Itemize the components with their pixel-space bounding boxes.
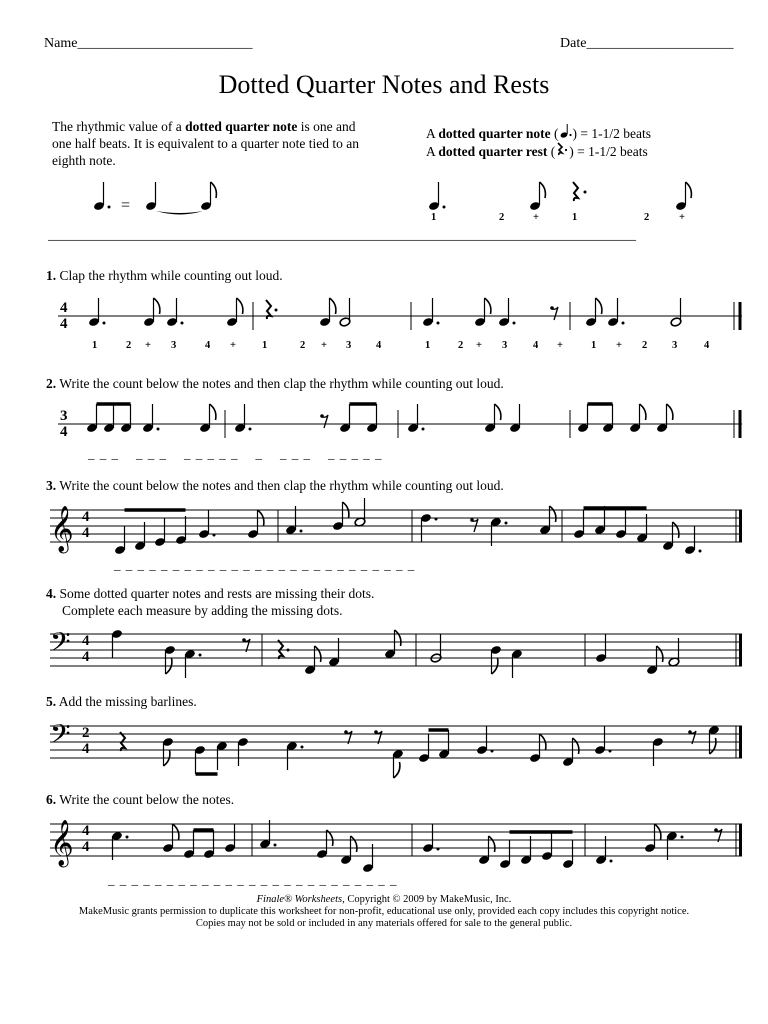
question-text: Write the count below the notes and then clap the rhythm while counting out loud. <box>59 376 504 391</box>
eighth-note <box>484 404 501 433</box>
eighth-note <box>332 502 349 531</box>
time-sig-top: 3 <box>60 408 68 424</box>
quarter-note <box>183 830 195 859</box>
name-blank: _________________________ <box>77 36 253 51</box>
half-note <box>670 298 682 327</box>
eighth-note <box>585 298 602 327</box>
def2-bold: dotted quarter rest <box>438 144 548 159</box>
count-label: 2 <box>458 340 464 351</box>
count-label: 2 <box>300 340 306 351</box>
example-tied-notes <box>145 182 216 215</box>
q5-notes <box>120 725 720 778</box>
dotted-quarter-note <box>607 298 624 327</box>
dotted-quarter-note <box>420 513 437 542</box>
q6-notes <box>111 820 722 873</box>
eighth-note <box>316 830 333 859</box>
quarter-note <box>120 404 132 433</box>
quarter-note <box>652 737 664 766</box>
q4-notes <box>111 629 680 678</box>
half-note <box>354 498 366 527</box>
eighth-note <box>162 824 179 853</box>
eighth-rest <box>470 518 478 532</box>
eighth-rest <box>320 414 328 428</box>
time-sig-bottom: 4 <box>82 839 90 855</box>
quarter-note <box>541 832 553 861</box>
q6-count-blanks: _ _ _ _ _ _ _ _ _ _ _ _ _ _ _ _ _ _ _ _ _ _ _ _ _ <box>108 872 398 887</box>
eighth-note <box>529 734 546 763</box>
count-label: 4 <box>704 340 710 351</box>
intro-examples <box>0 176 768 228</box>
time-sig-top: 4 <box>60 300 68 316</box>
name-field <box>44 36 252 52</box>
date-label: Date <box>560 36 587 51</box>
count-label: 1 <box>425 340 431 351</box>
quarter-note <box>418 734 430 763</box>
question-1 <box>46 268 283 284</box>
example-dotted-quarter-note <box>93 182 110 211</box>
def1-c: = 1-1/2 beats <box>577 126 651 141</box>
eighth-note <box>656 404 673 433</box>
eighth-note <box>162 737 174 766</box>
quarter-note <box>194 745 206 774</box>
q2-count-blanks: _ _ _ _ _ _ _ _ _ _ _ _ _ _ _ _ _ _ _ _ <box>88 446 383 461</box>
q2-notes <box>86 404 673 433</box>
quarter-note <box>602 404 614 433</box>
quarter-note <box>103 404 115 433</box>
quarter-note <box>114 526 126 555</box>
time-sig-top: 4 <box>82 509 90 525</box>
count-label: 3 <box>502 340 508 351</box>
copyright-text: , Copyright © 2009 by MakeMusic, Inc. <box>342 894 512 905</box>
count-label: + <box>557 340 563 351</box>
count-label: + <box>321 340 327 351</box>
quarter-note <box>111 629 123 658</box>
divider-line: ____________________________________________________________________________________ <box>48 228 636 243</box>
eighth-note <box>644 824 661 853</box>
eighth-note <box>490 645 502 674</box>
time-sig-top: 2 <box>82 725 90 741</box>
dotted-quarter-note <box>476 726 493 755</box>
eighth-note <box>629 404 646 433</box>
bass-clef-icon: 𝄢 <box>50 718 71 756</box>
question-text: Write the count below the notes and then clap the rhythm while counting out loud. <box>59 478 504 493</box>
treble-clef-icon: 𝄞 <box>50 506 74 552</box>
time-sig-top: 4 <box>82 823 90 839</box>
count-label: 3 <box>346 340 352 351</box>
question-number: 6. <box>46 792 57 807</box>
eighth-note <box>319 298 336 327</box>
permission-notice: MakeMusic grants permission to duplicate this worksheet for non-profit, educational use only, provided each copy includes this copyright notice. <box>78 906 690 917</box>
question-6 <box>46 792 234 808</box>
quarter-note <box>339 404 351 433</box>
question-text: Complete each measure by adding the missing dots. <box>62 603 343 618</box>
count-label: + <box>145 340 151 351</box>
eighth-note <box>247 510 264 539</box>
question-number: 4. <box>46 586 57 601</box>
eighth-note <box>474 298 491 327</box>
example-count: 1 <box>572 212 578 223</box>
eighth-note <box>199 404 216 433</box>
eighth-note <box>392 749 404 778</box>
time-sig-bottom: 4 <box>82 741 90 757</box>
quarter-note <box>509 404 521 433</box>
count-label: 4 <box>533 340 539 351</box>
dotted-rest-definition <box>426 142 648 160</box>
count-label: + <box>616 340 622 351</box>
q4-bass-staff <box>0 620 768 690</box>
example-count: 1 <box>431 212 437 223</box>
intro-text-c: is one and one half beats. It is equivalent to a quarter note tied to an eighth note. <box>52 119 360 168</box>
example-counted-rhythm <box>428 182 691 211</box>
dotted-quarter-note <box>198 510 215 539</box>
example-count: + <box>533 212 539 223</box>
intro-text <box>52 118 372 169</box>
eighth-note <box>226 298 243 327</box>
quarter-note <box>237 737 249 766</box>
question-number: 1. <box>46 268 57 283</box>
count-label: 4 <box>205 340 211 351</box>
question-3 <box>46 478 504 494</box>
dotted-quarter-note <box>407 404 424 433</box>
quarter-note <box>366 404 378 433</box>
time-sig-bottom: 4 <box>82 649 90 665</box>
name-label: Name <box>44 36 78 51</box>
equals-sign: = <box>121 197 131 214</box>
def1-a: A <box>426 126 439 141</box>
quarter-note <box>86 404 98 433</box>
q3-treble-staff <box>0 496 768 566</box>
question-text: Some dotted quarter notes and rests are missing their dots. <box>59 586 375 601</box>
intro-text-a: The rhythmic value of a <box>52 119 186 134</box>
quarter-note <box>216 741 228 770</box>
eighth-note <box>143 298 160 327</box>
dotted-quarter-note-icon: ( ) <box>554 126 578 141</box>
dotted-quarter-note <box>184 649 201 678</box>
time-sig-top: 4 <box>82 633 90 649</box>
question-number: 3. <box>46 478 57 493</box>
example-count: 2 <box>644 212 650 223</box>
copyright-line <box>0 894 768 906</box>
dotted-quarter-note <box>166 298 183 327</box>
count-label: + <box>230 340 236 351</box>
count-label: 4 <box>376 340 382 351</box>
half-note <box>339 298 351 327</box>
quarter-note <box>562 840 574 869</box>
question-text: Clap the rhythm while counting out loud. <box>59 268 283 283</box>
quarter-note <box>154 518 166 547</box>
count-label: 2 <box>126 340 132 351</box>
quarter-note <box>595 634 607 663</box>
question-5 <box>46 694 197 710</box>
question-number: 2. <box>46 376 57 391</box>
finale-worksheets: Finale® Worksheets <box>256 894 343 905</box>
dotted-quarter-note <box>684 526 701 555</box>
date-blank: _____________________ <box>586 36 734 51</box>
intro-text-bold: dotted quarter note <box>185 119 298 134</box>
dotted-quarter-note <box>594 726 611 755</box>
quarter-note <box>511 649 523 678</box>
eighth-rest <box>550 306 558 320</box>
dotted-quarter-note <box>286 741 303 770</box>
question-number: 5. <box>46 694 57 709</box>
quarter-note <box>615 510 627 539</box>
count-label: 1 <box>92 340 98 351</box>
dotted-quarter-note <box>88 298 105 327</box>
count-label: 3 <box>672 340 678 351</box>
dotted-quarter-note <box>422 824 439 853</box>
dotted-quarter-note <box>142 404 159 433</box>
half-note <box>430 634 442 663</box>
count-label: 1 <box>262 340 268 351</box>
q3-notes <box>114 498 701 555</box>
eighth-note <box>164 645 176 674</box>
page-title: Dotted Quarter Notes and Rests <box>218 70 550 99</box>
q1-rhythm-staff <box>0 290 768 340</box>
question-text: Add the missing barlines. <box>58 694 197 709</box>
q1-notes <box>88 298 682 327</box>
q2-rhythm-staff <box>0 398 768 448</box>
q5-bass-staff <box>0 712 768 782</box>
time-sig-bottom: 4 <box>60 424 68 440</box>
q3-count-blanks: _ _ _ _ _ _ _ _ _ _ _ _ _ _ _ _ _ _ _ _ _ _ _ _ _ _ <box>114 557 416 572</box>
treble-clef-icon: 𝄞 <box>50 820 74 866</box>
quarter-note <box>203 830 215 859</box>
dotted-quarter-note <box>234 404 251 433</box>
bass-clef-icon: 𝄢 <box>50 626 71 664</box>
question-text: Write the count below the notes. <box>59 792 235 807</box>
dotted-quarter-note <box>422 298 439 327</box>
example-count: 2 <box>499 212 505 223</box>
example-count: + <box>679 212 685 223</box>
def2-a: A <box>426 144 439 159</box>
count-label: + <box>476 340 482 351</box>
time-sig-bottom: 4 <box>60 316 68 332</box>
question-2 <box>46 376 504 392</box>
count-label: 3 <box>171 340 177 351</box>
quarter-note <box>499 840 511 869</box>
time-sig-bottom: 4 <box>82 525 90 541</box>
def1-bold: dotted quarter note <box>438 126 551 141</box>
count-label: 2 <box>642 340 648 351</box>
quarter-note <box>573 510 585 539</box>
count-label: 1 <box>591 340 597 351</box>
quarter-note <box>224 824 236 853</box>
def2-c: = 1-1/2 beats <box>573 144 648 159</box>
quarter-note <box>175 516 187 545</box>
dotted-note-definition <box>426 124 651 142</box>
date-field <box>560 36 733 52</box>
dotted-quarter-rest-icon: ( ) <box>550 144 574 159</box>
sale-notice: Copies may not be sold or included in any materials offered for sale to the general public. <box>195 918 573 929</box>
quarter-note <box>577 404 589 433</box>
dotted-quarter-note <box>498 298 515 327</box>
question-4 <box>46 585 374 619</box>
